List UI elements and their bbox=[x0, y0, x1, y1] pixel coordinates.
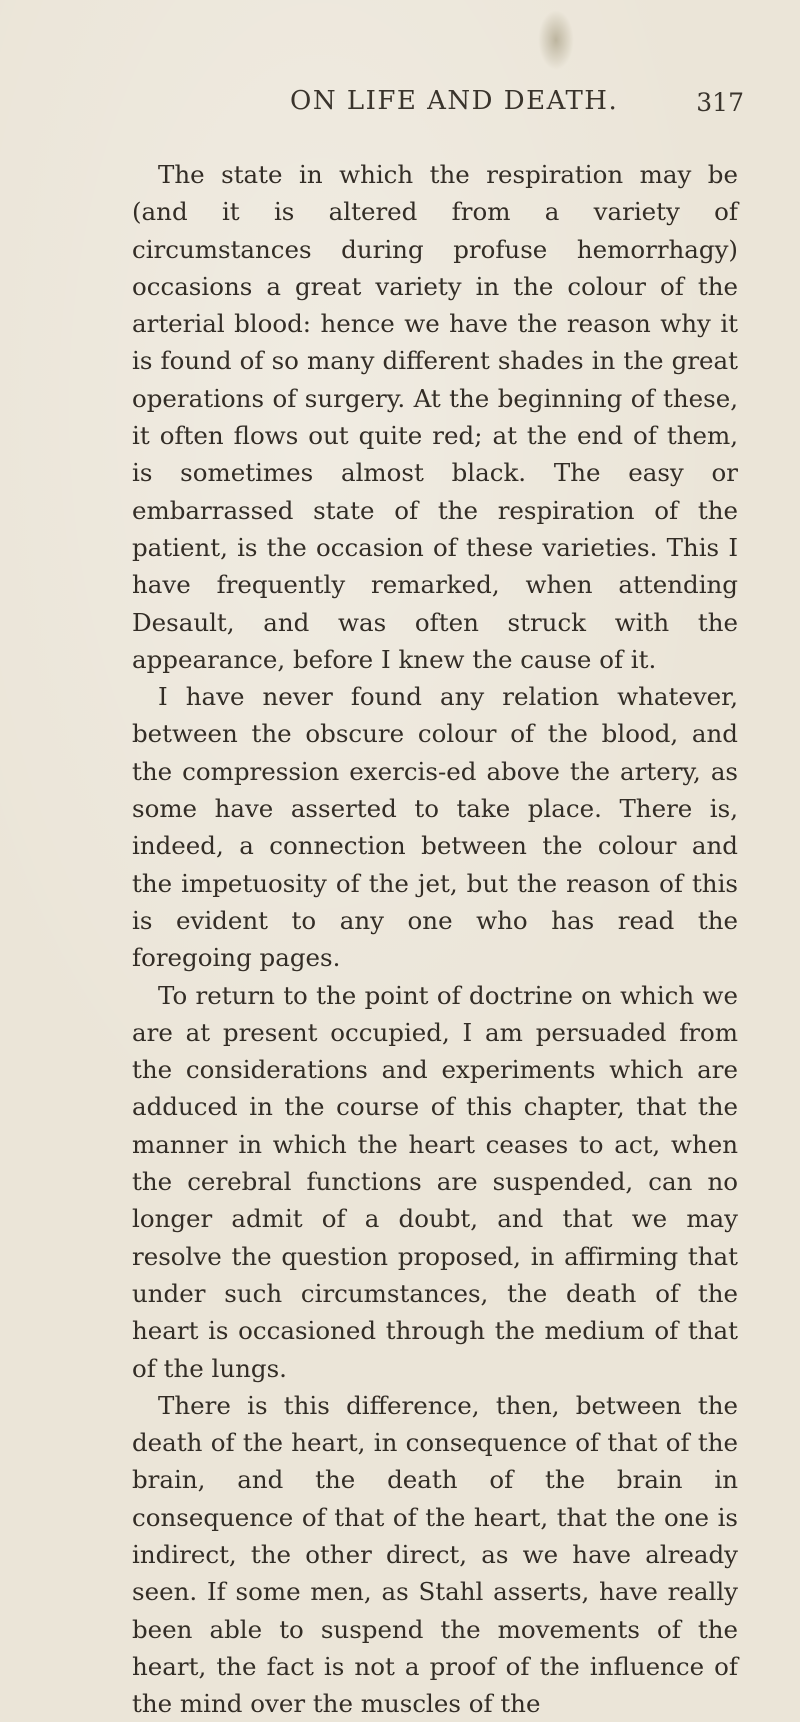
page-number: 317 bbox=[696, 88, 744, 117]
paragraph: The state in which the respiration may be (and it is altered from a variety of circumstances during profuse hemorrhagy) occasions a great variety in the colour of the arterial blood: hence we have the reason why it is found of so many different shades in the great operations of surgery. At the beginning of these, it often flows out quite red; at the end of them, is sometimes almost black. The easy or embarrassed state of the respiration of the patient, is the occasion of these varieties. This I have frequently remarked, when attending Desault, and was often struck with the appearance, before I knew the cause of it. bbox=[132, 160, 738, 674]
page-stain bbox=[538, 10, 574, 70]
paragraph: There is this difference, then, between the death of the heart, in consequence of that of the brain, and the death of the brain in consequence of that of the heart, that the one is indirect, the other direct, as we have already seen. If some men, as Stahl asserts, have really been able to suspend the movements of the heart, the fact is not a proof of the influence of the mind over the muscles of the bbox=[132, 1390, 738, 1719]
page-header bbox=[290, 86, 744, 126]
paragraph: I have never found any relation whatever, between the obscure colour of the blood, and the compression exercis-ed above the artery, as some have asserted to take place. There is, indeed, a connection between the colour and the impetuosity of the jet, but the reason of this is evident to any one who has read the foregoing pages. bbox=[132, 682, 738, 973]
body-text bbox=[132, 156, 738, 1722]
running-head: ON LIFE AND DEATH. bbox=[290, 86, 619, 116]
paragraph: To return to the point of doctrine on which we are at present occupied, I am persuaded from the considerations and experiments which are adduced in the course of this chapter, that the manner in which the heart ceases to act, when the cerebral functions are suspended, can no longer admit of a doubt, and that we may resolve the question proposed, in affirming that under such circumstances, the death of the heart is occasioned through the medium of that of the lungs. bbox=[132, 980, 738, 1383]
